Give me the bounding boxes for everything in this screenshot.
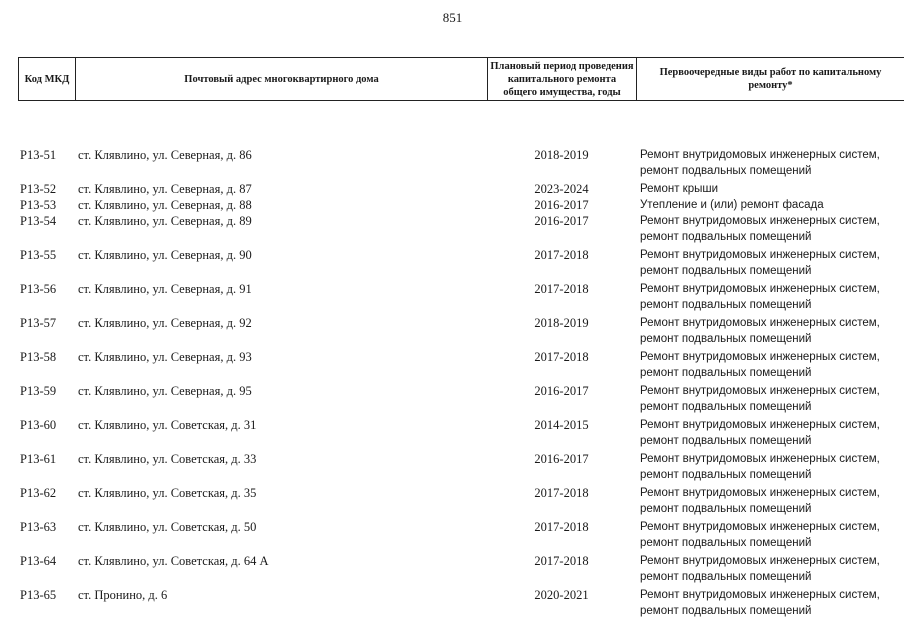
row-address: ст. Клявлино, ул. Советская, д. 33 xyxy=(78,452,257,466)
row-address: ст. Клявлино, ул. Северная, д. 87 xyxy=(78,182,252,196)
row-period: 2020-2021 xyxy=(534,588,589,602)
table-row xyxy=(18,451,904,483)
table-row xyxy=(18,485,904,517)
table-row xyxy=(18,519,904,551)
row-code: Р13-58 xyxy=(20,350,57,364)
row-address: ст. Клявлино, ул. Советская, д. 50 xyxy=(78,520,257,534)
table-header xyxy=(18,57,904,101)
row-period: 2017-2018 xyxy=(534,486,589,500)
row-code: Р13-65 xyxy=(20,588,57,602)
row-address: ст. Пронино, д. 6 xyxy=(78,588,168,602)
row-address: ст. Клявлино, ул. Северная, д. 91 xyxy=(78,282,252,296)
table-row xyxy=(18,147,904,179)
row-address: ст. Клявлино, ул. Северная, д. 89 xyxy=(78,214,252,228)
row-works: Ремонт внутридомовых инженерных систем, ремонт подвальных помещений xyxy=(640,215,880,243)
row-period: 2018-2019 xyxy=(534,148,589,162)
row-code: Р13-54 xyxy=(20,214,57,228)
table-row xyxy=(18,181,904,197)
row-period: 2017-2018 xyxy=(534,350,589,364)
row-address: ст. Клявлино, ул. Северная, д. 95 xyxy=(78,384,252,398)
row-code: Р13-61 xyxy=(20,452,57,466)
row-code: Р13-62 xyxy=(20,486,57,500)
row-code: Р13-60 xyxy=(20,418,57,432)
table-row xyxy=(18,281,904,313)
row-code: Р13-51 xyxy=(20,148,57,162)
row-period: 2017-2018 xyxy=(534,248,589,262)
row-period: 2016-2017 xyxy=(534,198,589,212)
row-works: Ремонт внутридомовых инженерных систем, ремонт подвальных помещений xyxy=(640,283,880,311)
header-code: Код МКД xyxy=(18,58,75,100)
header-works: Первоочередные виды работ по капитальному ремонту* xyxy=(636,58,904,100)
table-row xyxy=(18,417,904,449)
table-row xyxy=(18,383,904,415)
row-works: Ремонт внутридомовых инженерных систем, ремонт подвальных помещений xyxy=(640,419,880,447)
row-works: Ремонт внутридомовых инженерных систем, ремонт подвальных помещений xyxy=(640,149,880,177)
row-address: ст. Клявлино, ул. Советская, д. 64 А xyxy=(78,554,269,568)
row-works: Ремонт внутридомовых инженерных систем, ремонт подвальных помещений xyxy=(640,351,880,379)
table-row xyxy=(18,213,904,245)
row-code: Р13-56 xyxy=(20,282,57,296)
row-period: 2016-2017 xyxy=(534,384,589,398)
row-works: Ремонт внутридомовых инженерных систем, ремонт подвальных помещений xyxy=(640,317,880,345)
row-code: Р13-53 xyxy=(20,198,57,212)
row-period: 2017-2018 xyxy=(534,282,589,296)
row-code: Р13-55 xyxy=(20,248,57,262)
row-period: 2023-2024 xyxy=(534,182,589,196)
row-works: Ремонт внутридомовых инженерных систем, ремонт подвальных помещений xyxy=(640,487,880,515)
row-works: Ремонт внутридомовых инженерных систем, ремонт подвальных помещений xyxy=(640,453,880,481)
row-code: Р13-52 xyxy=(20,182,57,196)
row-address: ст. Клявлино, ул. Советская, д. 35 xyxy=(78,486,257,500)
row-works: Ремонт крыши xyxy=(640,183,719,195)
row-works: Ремонт внутридомовых инженерных систем, ремонт подвальных помещений xyxy=(640,521,880,549)
row-works: Утепление и (или) ремонт фасада xyxy=(640,199,824,211)
row-period: 2016-2017 xyxy=(534,214,589,228)
row-period: 2016-2017 xyxy=(534,452,589,466)
row-code: Р13-64 xyxy=(20,554,57,568)
row-address: ст. Клявлино, ул. Северная, д. 88 xyxy=(78,198,252,212)
row-code: Р13-63 xyxy=(20,520,57,534)
table-row xyxy=(18,553,904,585)
row-code: Р13-59 xyxy=(20,384,57,398)
row-works: Ремонт внутридомовых инженерных систем, ремонт подвальных помещений xyxy=(640,385,880,413)
row-period: 2018-2019 xyxy=(534,316,589,330)
row-address: ст. Клявлино, ул. Советская, д. 31 xyxy=(78,418,257,432)
row-address: ст. Клявлино, ул. Северная, д. 92 xyxy=(78,316,252,330)
header-address: Почтовый адрес многоквартирного дома xyxy=(75,58,487,100)
row-address: ст. Клявлино, ул. Северная, д. 93 xyxy=(78,350,252,364)
row-works: Ремонт внутридомовых инженерных систем, ремонт подвальных помещений xyxy=(640,555,880,583)
row-works: Ремонт внутридомовых инженерных систем, ремонт подвальных помещений xyxy=(640,249,880,277)
repair-table xyxy=(18,57,904,617)
table-row xyxy=(18,197,904,213)
table-row xyxy=(18,587,904,619)
row-address: ст. Клявлино, ул. Северная, д. 86 xyxy=(78,148,252,162)
header-period: Плановый период проведения капитального ремонта общего имущества, годы xyxy=(487,58,636,100)
row-period: 2017-2018 xyxy=(534,520,589,534)
row-code: Р13-57 xyxy=(20,316,57,330)
page-number: 851 xyxy=(442,10,463,25)
table-row xyxy=(18,349,904,381)
table-row xyxy=(18,315,904,347)
row-period: 2014-2015 xyxy=(534,418,589,432)
row-works: Ремонт внутридомовых инженерных систем, ремонт подвальных помещений xyxy=(640,589,880,617)
table-row xyxy=(18,247,904,279)
row-period: 2017-2018 xyxy=(534,554,589,568)
row-address: ст. Клявлино, ул. Северная, д. 90 xyxy=(78,248,252,262)
